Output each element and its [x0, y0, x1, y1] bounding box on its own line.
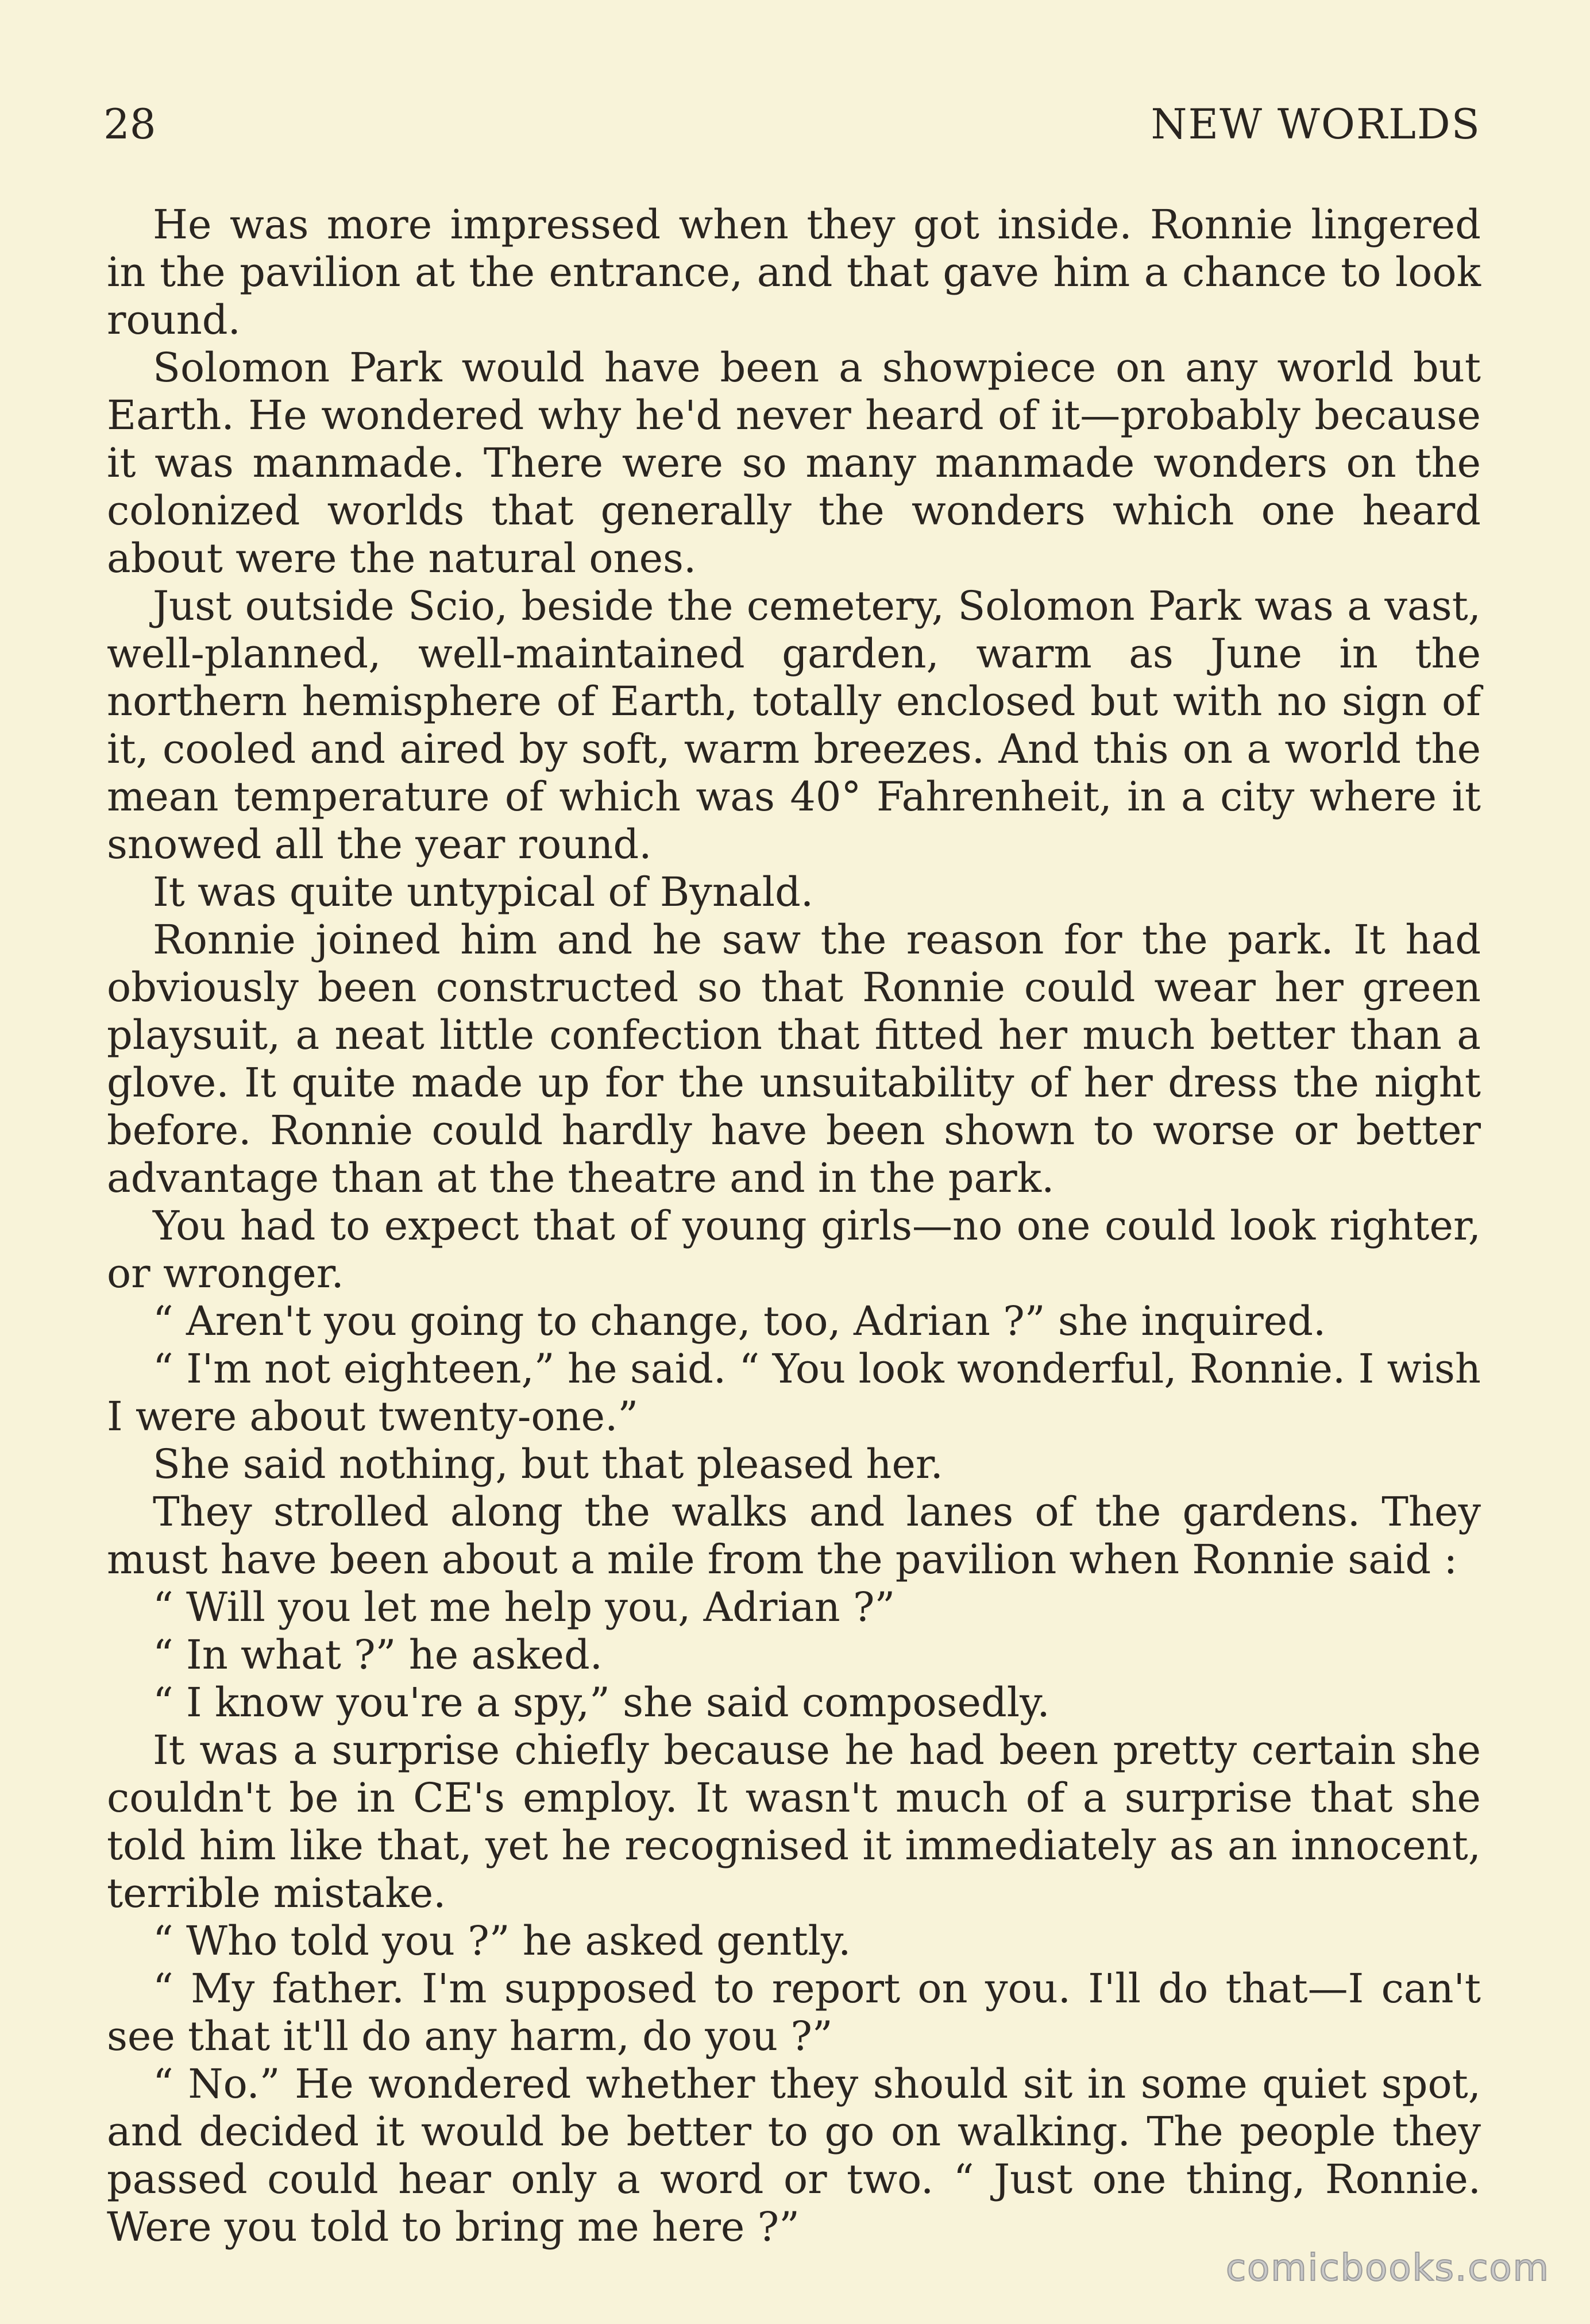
paragraph: It was quite untypical of Bynald.: [153, 868, 814, 916]
paragraph: “ I'm not eighteen,” he said. “ You look wonderful, Ronnie. I wish I were about twenty-one.”: [107, 1345, 1481, 1440]
paragraph: “ Will you let me help you, Adrian ?”: [153, 1584, 896, 1631]
watermark: comicbooks.com: [1225, 2247, 1550, 2290]
paragraph: Ronnie joined him and he saw the reason for the park. It had obviously been constructed so that Ronnie could wear her green playsuit, a neat little confection that fitted her much better than a glove. It quite made up for the unsuitability of her dress the night before. Ronnie could hardly have been shown to worse or better advantage than at the theatre and in the park.: [107, 916, 1481, 1202]
paragraph: She said nothing, but that pleased her.: [153, 1441, 943, 1488]
paragraph: They strolled along the walks and lanes of the gardens. They must have been about a mile from the pavilion when Ronnie said :: [107, 1488, 1481, 1583]
paragraph: Just outside Scio, beside the cemetery, Solomon Park was a vast, well-planned, well-maintained garden, warm as June in the northern hemisphere of Earth, totally enclosed but with no sign of it, cooled and aired by soft, warm breezes. And this on a world the mean temperature of which was 40° Fahrenheit, in a city where it snowed all the year round.: [107, 582, 1481, 868]
paragraph: It was a surprise chiefly because he had been pretty certain she couldn't be in CE's employ. It wasn't much of a surprise that she told him like that, yet he recognised it immediately as an innocent, terrible mistake.: [107, 1727, 1481, 1917]
paragraph: “ Aren't you going to change, too, Adrian ?” she inquired.: [153, 1298, 1326, 1345]
paragraph: “ My father. I'm supposed to report on you. I'll do that—I can't see that it'll do any harm, do you ?”: [107, 1965, 1481, 2060]
body-text: [107, 201, 1481, 2251]
paragraph: Solomon Park would have been a showpiece on any world but Earth. He wondered why he'd never heard of it—probably because it was manmade. There were so many manmade wonders on the colonized worlds that generally the wonders which one heard about were the natural ones.: [107, 344, 1481, 582]
paragraph: “ No.” He wondered whether they should sit in some quiet spot, and decided it would be better to go on walking. The people they passed could hear only a word or two. “ Just one thing, Ronnie. Were you told to bring me here ?”: [107, 2060, 1481, 2250]
paragraph: “ In what ?” he asked.: [153, 1631, 603, 1678]
page-number: 28: [103, 100, 156, 148]
paragraph: “ Who told you ?” he asked gently.: [153, 1917, 851, 1964]
paragraph: He was more impressed when they got inside. Ronnie lingered in the pavilion at the entrance, and that gave him a chance to look round.: [107, 201, 1481, 343]
running-head: NEW WORLDS: [1151, 100, 1481, 148]
paragraph: “ I know you're a spy,” she said composedly.: [153, 1679, 1050, 1726]
paragraph: You had to expect that of young girls—no one could look righter, or wronger.: [107, 1202, 1481, 1297]
